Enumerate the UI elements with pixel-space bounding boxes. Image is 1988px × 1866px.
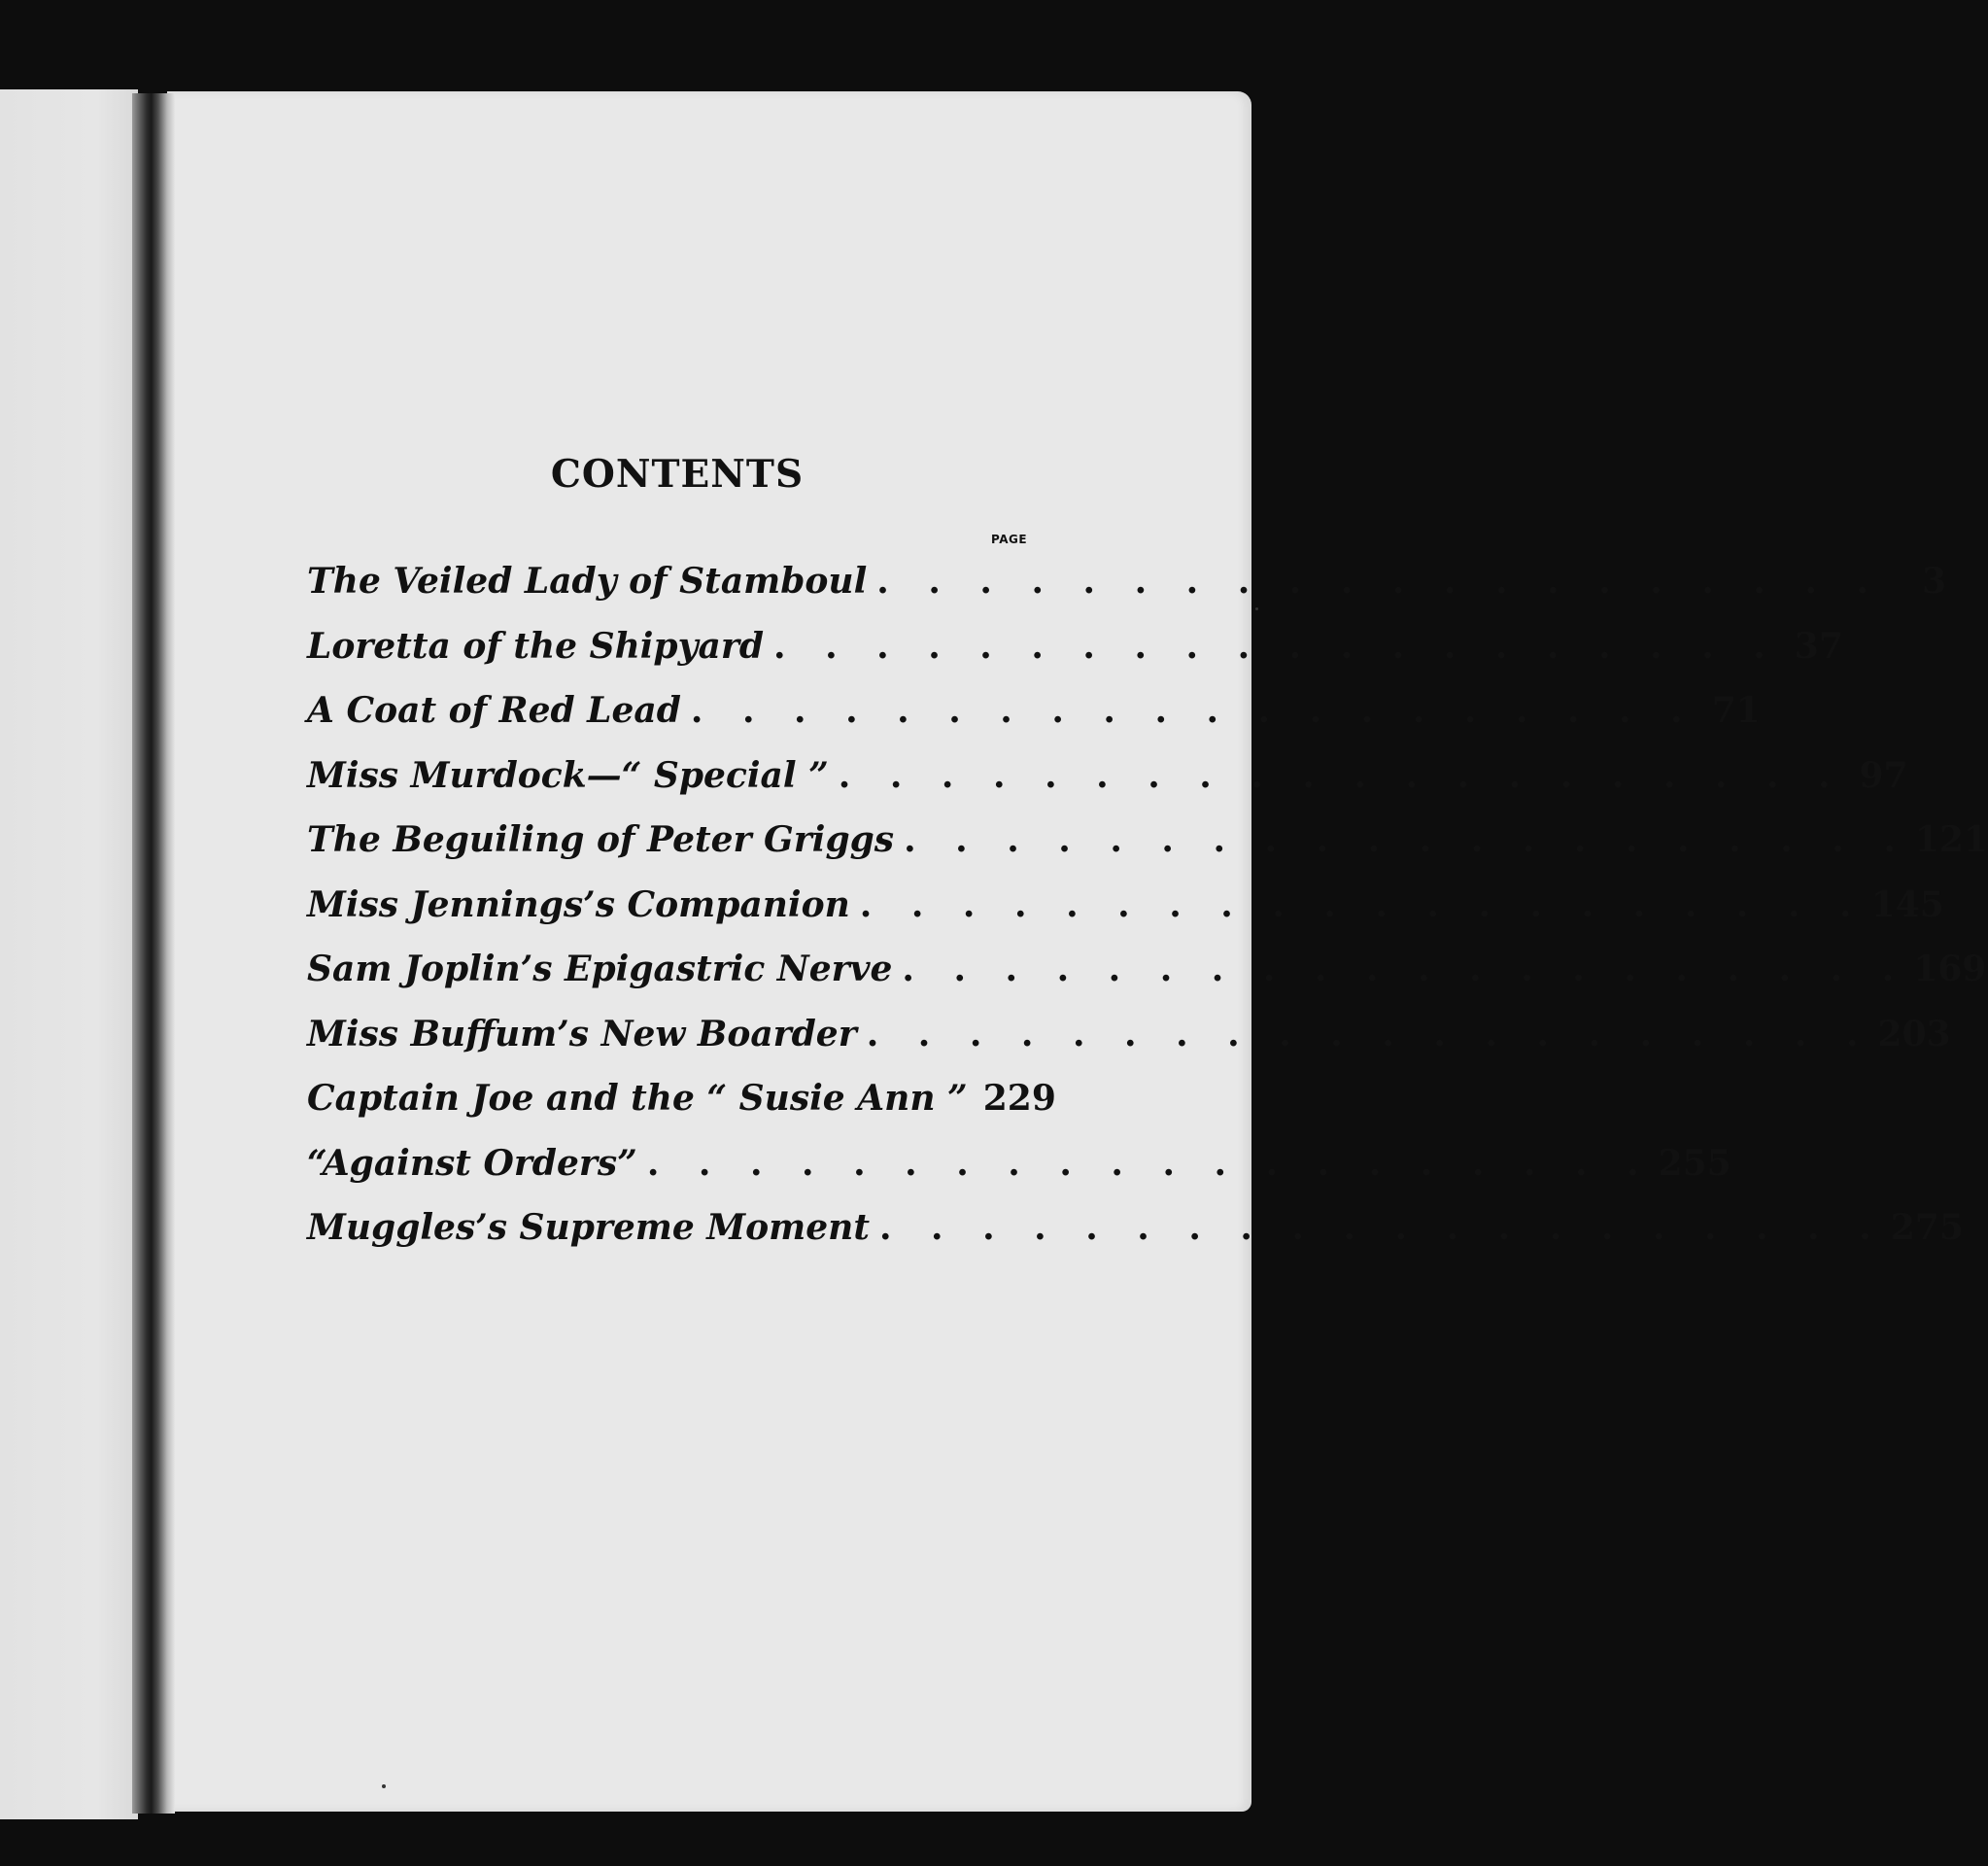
toc-entry-page: 37 [1794, 625, 1843, 667]
leader-dots: . . . . . . . . . . . . . . . . . . . . [859, 883, 1866, 925]
toc-entry-page: 203 [1877, 1013, 1951, 1054]
toc-entry-title: Miss Buffum’s New Boarder [307, 1013, 857, 1054]
leader-dots: . . . . . . . . . . . . . . . . . . . . [646, 1142, 1653, 1184]
paper-speck [1255, 607, 1258, 610]
toc-entry-title: Captain Joe and the “ Susie Ann ” [307, 1078, 968, 1120]
page-title: CONTENTS [550, 452, 805, 497]
toc-entry-title: Loretta of the Shipyard [307, 625, 764, 667]
leader-dots: . . . . . . . . . . . . . . . . . . . . [838, 754, 1844, 796]
toc-entry-title: Miss Jennings’s Companion [307, 883, 850, 925]
leader-dots: . . . . . . . . . . . . . . . . . . . . [773, 625, 1779, 667]
toc-entry [307, 1066, 1056, 1131]
toc-entry [307, 1195, 1964, 1261]
toc-entry-title: A Coat of Red Lead [307, 690, 681, 732]
toc-entry-page: 275 [1890, 1207, 1964, 1249]
toc-entry-page: 229 [982, 1078, 1056, 1120]
toc-entry [307, 1002, 1951, 1067]
leader-dots: . . . . . . . . . . . . . . . . . . . . [904, 819, 1909, 861]
toc-entry [307, 743, 1908, 809]
leader-dots: . . . . . . . . . . . . . . . . . . . . [902, 949, 1908, 990]
toc-entry [307, 937, 1987, 1002]
leader-dots: . . . . . . . . . . . . . . . . . . . . [690, 690, 1697, 732]
binding-gutter [132, 93, 175, 1814]
toc-entry [307, 873, 1944, 938]
toc-entry [307, 678, 1761, 743]
toc-entry-page: 121 [1914, 819, 1988, 861]
toc-entry-page: 145 [1870, 883, 1944, 925]
toc-entry-title: Miss Murdock—“ Special ” [307, 754, 829, 796]
toc-entry-page: 97 [1859, 754, 1908, 796]
toc-entry-title: Sam Joplin’s Epigastric Nerve [307, 949, 893, 990]
toc-entry-title: The Veiled Lady of Stamboul [307, 561, 868, 603]
toc-entry [307, 808, 1988, 873]
leader-dots: . . . . . . . . . . . . . . . . . . . . [866, 1013, 1872, 1054]
toc-entry [307, 549, 1947, 614]
table-of-contents [307, 549, 1988, 1261]
page-column-label: PAGE [991, 533, 1028, 546]
toc-entry-page: 169 [1913, 949, 1987, 990]
toc-entry-title: “Against Orders” [307, 1142, 637, 1184]
paper-speck [382, 1784, 386, 1788]
leader-dots: . . . . . . . . . . . . . . . . . . . . [878, 1207, 1885, 1249]
leader-dots: . . . . . . . . . . . . . . . . . . . . [876, 561, 1883, 603]
toc-entry-page: 3 [1922, 561, 1947, 603]
toc-entry [307, 614, 1843, 679]
toc-entry-title: Muggles’s Supreme Moment [307, 1207, 870, 1249]
facing-page-edge [0, 89, 138, 1819]
toc-entry-title: The Beguiling of Peter Griggs [307, 819, 895, 861]
toc-entry-page: 71 [1711, 690, 1761, 732]
toc-entry-page: 255 [1658, 1142, 1731, 1184]
toc-entry [307, 1131, 1731, 1196]
